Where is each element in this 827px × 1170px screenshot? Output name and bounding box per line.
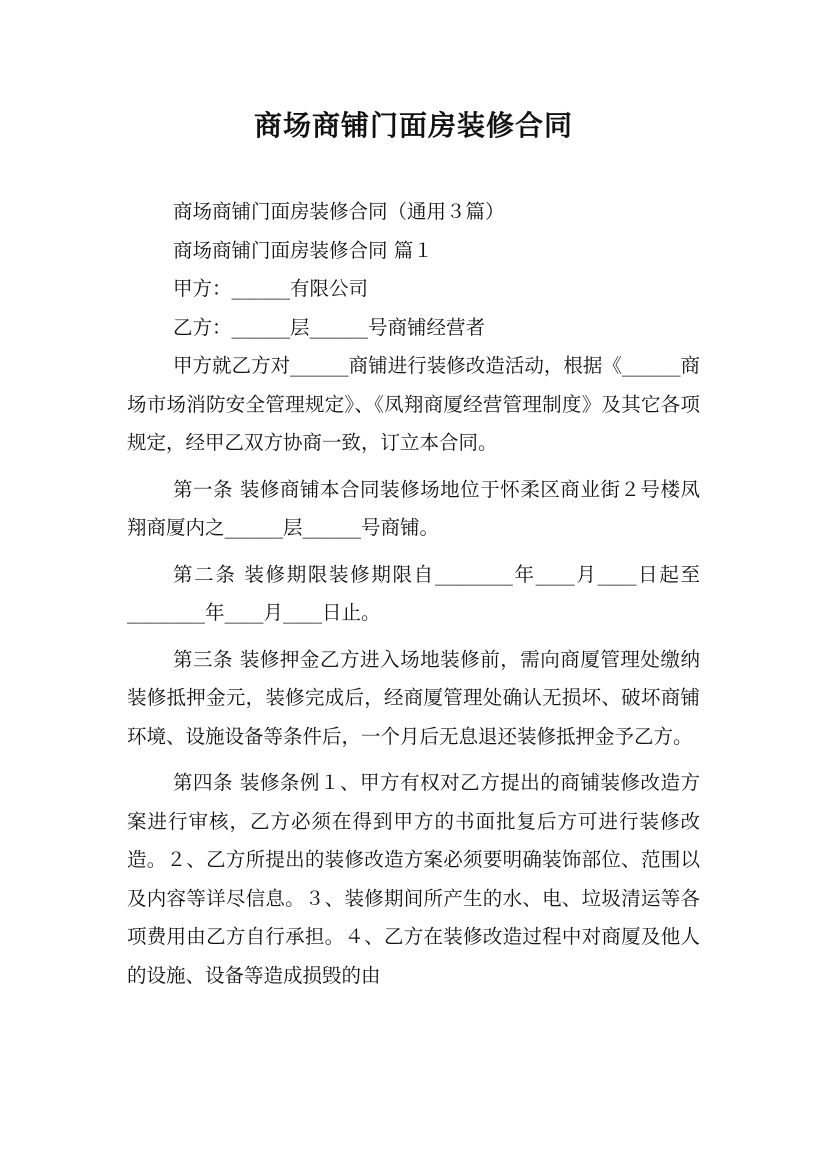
document-subtitle: 商场商铺门面房装修合同（通用３篇） bbox=[173, 200, 505, 223]
party-b-line: 乙方：______层______号商铺经营者 bbox=[173, 315, 486, 339]
article-1-paragraph: 第一条 装修商铺本合同装修场地位于怀柔区商业街２号楼凤翔商厦内之______层______号商铺。 bbox=[127, 477, 700, 539]
article-4-paragraph: 第四条 装修条例１、甲方有权对乙方提出的商铺装修改造方案进行审核，乙方必须在得到甲方的书面批复后方可进行装修改造。２、乙方所提出的装修改造方案必须要明确装饰部位、范围以及内容等详尽信息。３、装修期间所产生的水、电、垃圾清运等各项费用由乙方自行承担。４、乙方在装修改造过程中对商厦及他人的设施、设备等造成损毁的由 bbox=[127, 771, 700, 987]
article-2-paragraph: 第二条 装修期限装修期限自________年____月____日起至________年____月____日止。 bbox=[127, 562, 700, 624]
preamble-paragraph: 甲方就乙方对______商铺进行装修改造活动，根据《______商场市场消防安全管理规定》、《凤翔商厦经营管理制度》及其它各项规定，经甲乙双方协商一致，订立本合同。 bbox=[127, 354, 700, 454]
article-3-paragraph: 第三条 装修押金乙方进入场地装修前，需向商厦管理处缴纳装修抵押金元，装修完成后，经商厦管理处确认无损坏、破坏商铺环境、设施设备等条件后，一个月后无息退还装修抵押金予乙方。 bbox=[127, 647, 700, 748]
document-title: 商场商铺门面房装修合同 bbox=[253, 109, 573, 142]
document-body bbox=[127, 193, 700, 995]
party-a-line: 甲方：______有限公司 bbox=[173, 277, 369, 300]
part-heading: 商场商铺门面房装修合同 篇１ bbox=[173, 238, 433, 262]
